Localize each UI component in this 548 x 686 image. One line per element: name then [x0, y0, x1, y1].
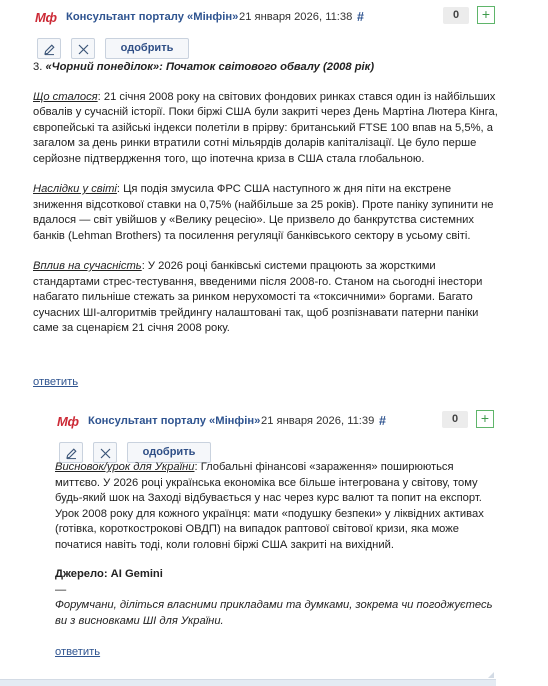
- author-link[interactable]: Консультант порталу «Мінфін»: [66, 11, 239, 23]
- comment-body: [33, 60, 503, 352]
- comment-body: [55, 460, 493, 629]
- minfin-logo: Мф: [57, 414, 79, 429]
- plus-icon: +: [480, 410, 490, 426]
- close-icon: [77, 43, 90, 56]
- pencil-icon: [65, 447, 78, 460]
- reply-link[interactable]: ответить: [55, 646, 101, 658]
- minfin-logo: Мф: [35, 10, 57, 25]
- comment-header: [22, 414, 548, 430]
- post-title: «Чорний понеділок»: Початок світового обвалу (2008 рік): [45, 61, 375, 73]
- section-text: : Ця подія змусила ФРС США наступного ж дня піти на екстрене зниження відсоткової ставки на 0,75% (найбільше за 25 років). Проте паніку зупинити не вдалося — світ увійшов у «Велику рецесію». Це призвело до банкрутства системних банків (Lehman Brothers) та посилення регуляції банківського сектору в усьому світі.: [33, 183, 494, 242]
- next-comment-edge: [0, 679, 496, 686]
- comment-date: 21 января 2026, 11:38: [239, 11, 353, 23]
- approve-button[interactable]: одобрить: [105, 38, 189, 59]
- plus-vote-button[interactable]: [477, 6, 495, 24]
- footer-note: Форумчани, діліться власними прикладами та думками, зокрема чи погоджуєтесь ви з висновками ШІ для України.: [55, 599, 493, 627]
- rating-score: 0: [442, 411, 468, 428]
- approve-button[interactable]: одобрить: [127, 442, 211, 463]
- close-icon: [99, 447, 112, 460]
- section-text: : У 2026 році банківські системи працюють за жорсткими стандартами стрес-тестування, введеними після 2008-го. Станом на сьогодні інестори набагато пильніше стежать за ринком нерухомості та «токсичними» боргами. Багато сучасних ШІ-алгоритмів трейдингу налаштовані так, щоб розпізнавати патерни паніки саме за сценарієм 21 січня 2008 року.: [33, 260, 483, 334]
- title-number: 3.: [33, 61, 46, 73]
- section-text: : Глобальні фінансові «зараження» поширюються миттєво. У 2026 році українська економіка все більше інтегрована у світову, тому будь-який шок на Заході відбувається у нас через курс валют та попит на експорт. Урок 2008 року для кожного українця: мати «подушку безпеки» у ліквідних активах (готівка, короткострокові ОВДП) на випадок раптової світової кризи, яка може початися навіть тоді, коли головні біржі США закриті на вихідний.: [55, 461, 484, 551]
- edit-button[interactable]: [37, 38, 61, 59]
- delete-button[interactable]: [71, 38, 95, 59]
- comment-date: 21 января 2026, 11:39: [261, 415, 375, 427]
- scroll-corner-icon: [487, 671, 495, 679]
- plus-vote-button[interactable]: [476, 410, 494, 428]
- author-link[interactable]: Консультант порталу «Мінфін»: [88, 415, 261, 427]
- rating-score: 0: [443, 7, 469, 24]
- section-label: Що сталося: [33, 90, 98, 103]
- permalink-hash[interactable]: #: [357, 10, 364, 24]
- section-label: Вплив на сучасність: [33, 260, 142, 272]
- section-text: : 21 січня 2008 року на світових фондових ринках стався один із найбільших обвалів у сучасній історії. Поки біржі США були закриті через День Мартіна Лютера Кінга, європейські та азійські індекси полетіли в прірву: британський FTSE 100 впав на 5,5%, а загалом за день ринки втратили сотні мільярдів доларів капіталізації. Це було перше серйозне підтвердження того, що іпотечна криза в США стала глобальною.: [33, 90, 498, 165]
- source-line: Джерело: AI Gemini: [55, 568, 163, 580]
- pencil-icon: [43, 43, 56, 56]
- plus-icon: +: [481, 6, 491, 22]
- separator-dash: —: [55, 583, 67, 596]
- section-label: Висновок/урок для України: [55, 461, 195, 473]
- section-label: Наслідки у світі: [33, 183, 117, 195]
- reply-link[interactable]: ответить: [33, 376, 79, 388]
- permalink-hash[interactable]: #: [379, 414, 386, 428]
